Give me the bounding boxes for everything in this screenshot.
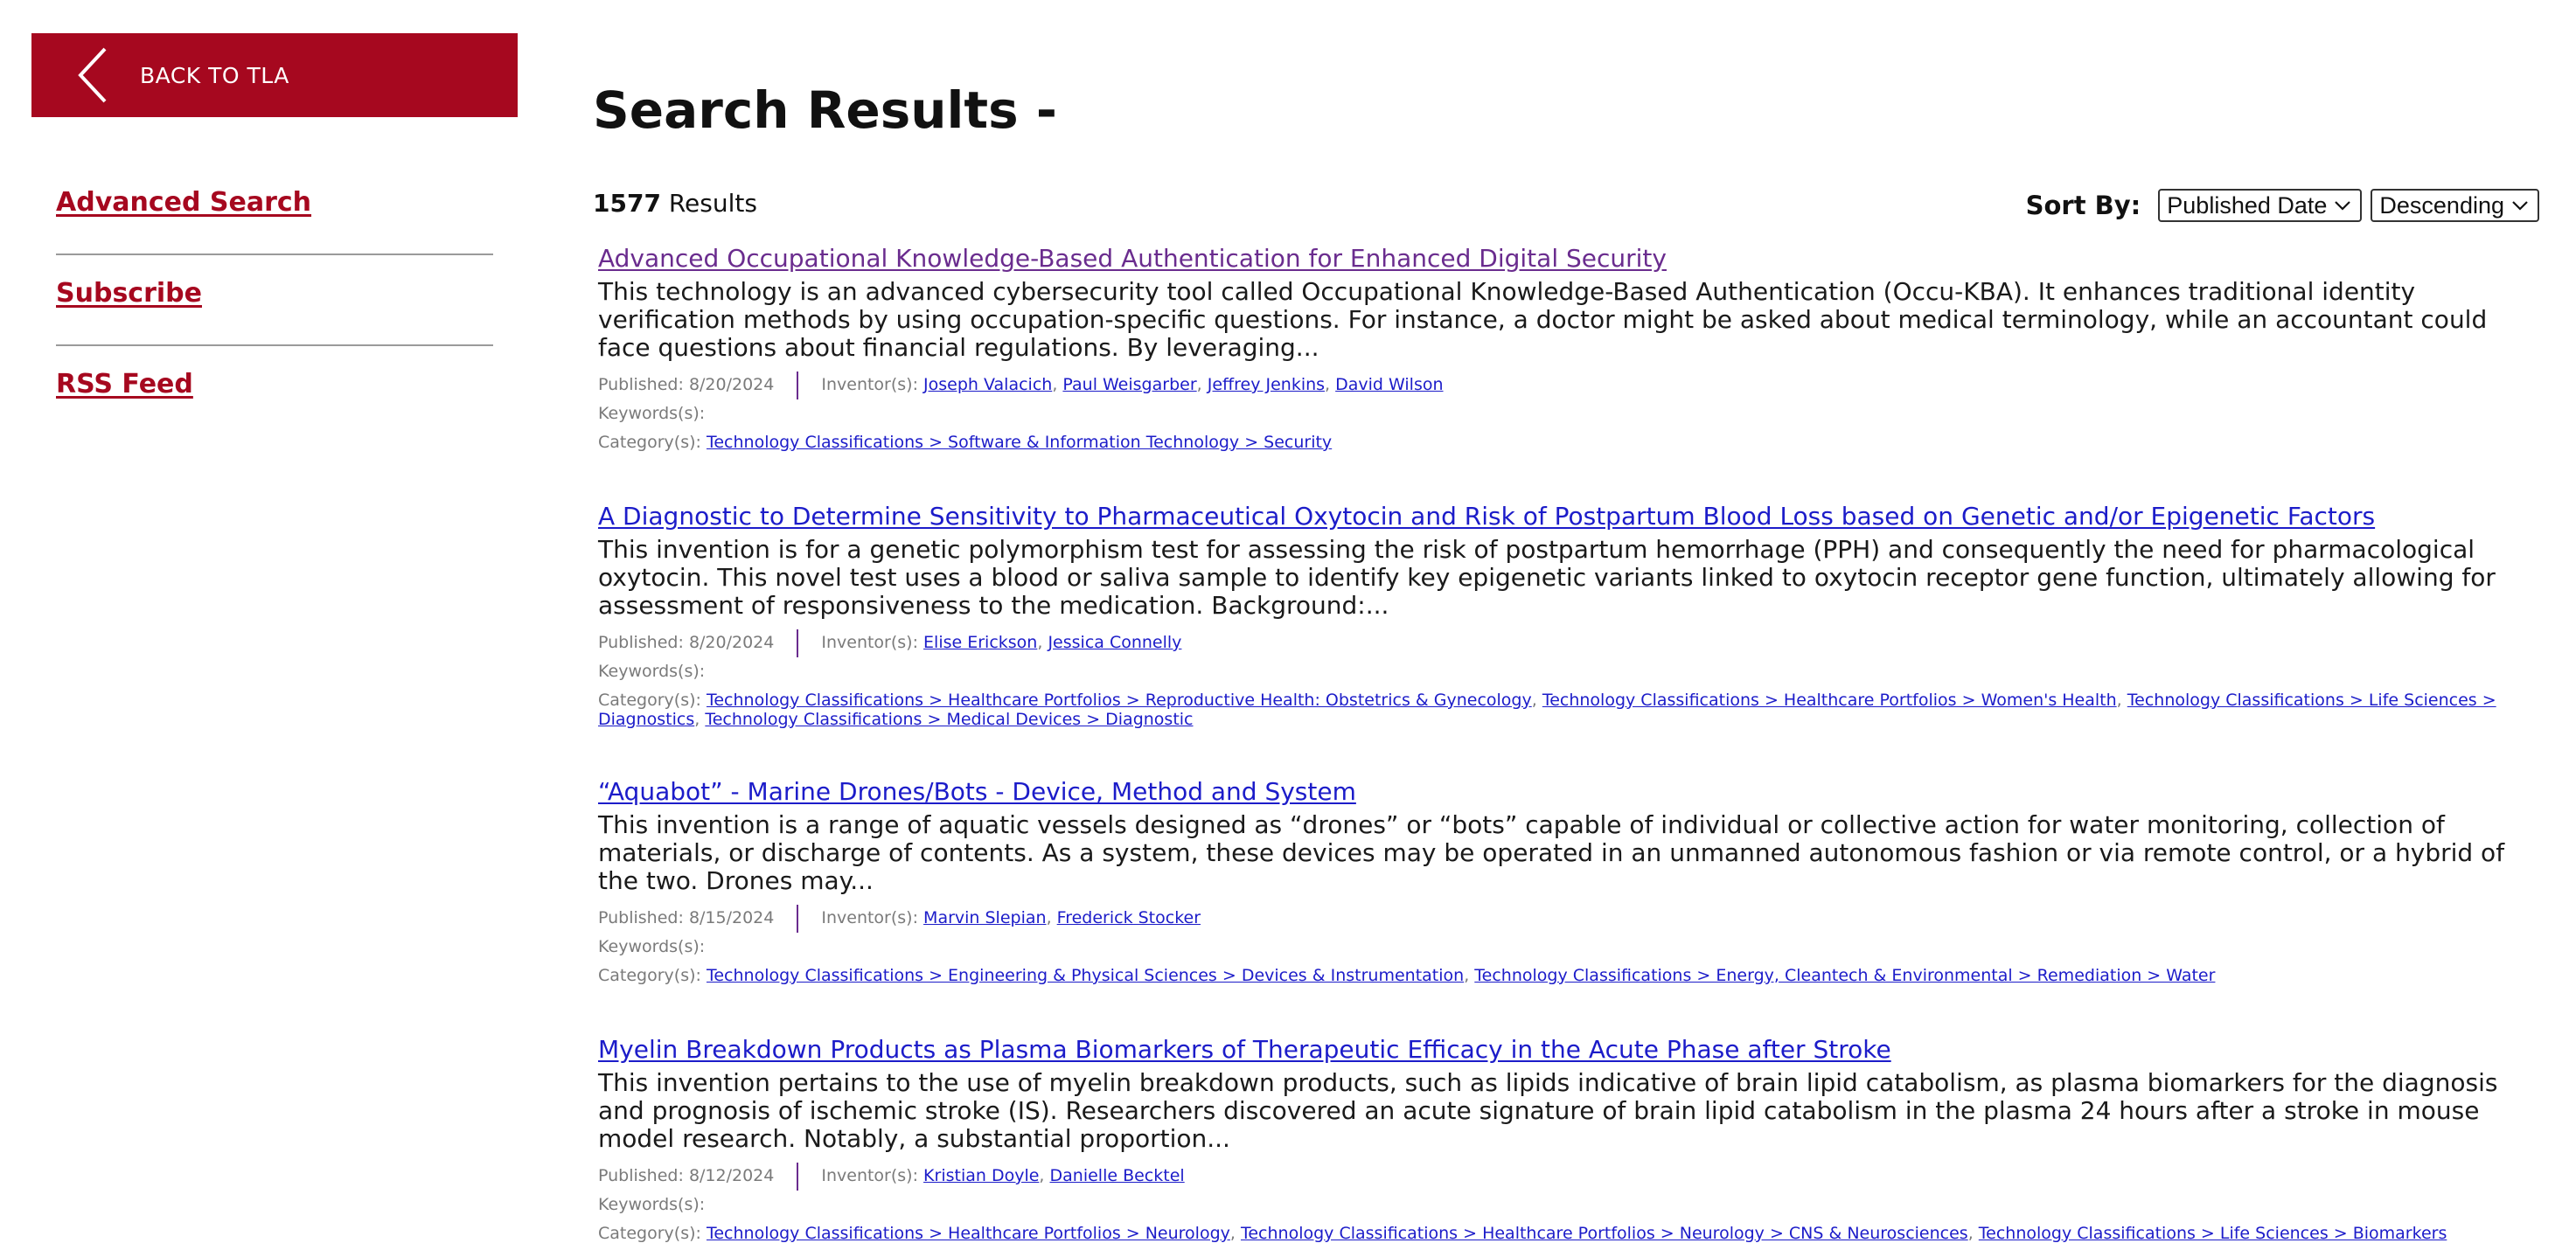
published-label: Published:: [598, 908, 684, 927]
meta-divider: [797, 1163, 798, 1191]
result-title-link[interactable]: “Aquabot” - Marine Drones/Bots - Device, Method and System: [598, 777, 1356, 806]
inventor-link[interactable]: Paul Weisgarber: [1062, 375, 1197, 394]
category-label: Category(s):: [598, 966, 701, 985]
result-meta-published: Published: 8/20/2024 Inventor(s): Joseph Valacich, Paul Weisgarber, Jeffrey Jenkins, David Wilson: [598, 371, 2539, 399]
inventors-label: Inventor(s):: [821, 1166, 918, 1185]
result-title-link[interactable]: Myelin Breakdown Products as Plasma Biomarkers of Therapeutic Efficacy in the Acute Phase after Stroke: [598, 1035, 1891, 1064]
sort-field-select[interactable]: [2158, 189, 2362, 222]
results-list: [598, 241, 2539, 1243]
advanced-search-link[interactable]: Advanced Search: [56, 187, 312, 218]
meta-divider: [797, 372, 798, 399]
result-description: This invention is for a genetic polymorphism test for assessing the risk of postpartum hemorrhage (PPH) and consequently the need for pharmacological oxytocin. This novel test uses a blood or saliva sample to identify key epigenetic variants linked to oxytocin receptor gene function, ultimately allowing for assessment of responsiveness to the medication. Background:...: [598, 535, 2496, 620]
category-link[interactable]: Technology Classifications > Medical Devices > Diagnostic: [705, 710, 1194, 729]
result-description: This invention pertains to the use of myelin breakdown products, such as lipids indicative of brain lipid catabolism, as plasma biomarkers for the diagnosis and prognosis of ischemic stroke (IS). Researchers discovered an acute signature of brain lipid catabolism in the plasma 24 hours after a stroke in mouse model research. Notably, a substantial proportion...: [598, 1068, 2498, 1153]
published-date: 8/20/2024: [688, 633, 775, 652]
result-meta-published: Published: 8/20/2024 Inventor(s): Elise Erickson, Jessica Connelly: [598, 628, 2539, 657]
result-meta-keywords: [598, 399, 2539, 428]
inventor-link[interactable]: Jessica Connelly: [1048, 633, 1182, 652]
category-link[interactable]: Technology Classifications > Healthcare Portfolios > Neurology > CNS & Neurosciences: [1240, 1224, 1968, 1243]
rss-feed-link[interactable]: RSS Feed: [56, 369, 193, 399]
result-title-link[interactable]: A Diagnostic to Determine Sensitivity to Pharmaceutical Oxytocin and Risk of Postpartum Blood Loss based on Genetic and/or Epigenetic Factors: [598, 502, 2376, 531]
result-meta-published: Published: 8/12/2024 Inventor(s): Kristian Doyle, Danielle Becktel: [598, 1162, 2539, 1191]
category-label: Category(s):: [598, 691, 701, 710]
chevron-down-icon: [2511, 196, 2531, 215]
result-item: [598, 774, 2539, 985]
category-link[interactable]: Technology Classifications > Healthcare Portfolios > Women's Health: [1542, 691, 2117, 710]
result-description: This technology is an advanced cybersecurity tool called Occupational Knowledge-Based Authentication (Occu-KBA). It enhances traditional identity verification methods by using occupation-specific questions. For instance, a doctor might be asked about medical terminology, while an accountant could face questions about financial regulations. By leveraging...: [598, 277, 2488, 362]
result-meta-keywords: [598, 933, 2539, 962]
back-to-tla-label: BACK TO TLA: [140, 62, 289, 88]
inventor-link[interactable]: Elise Erickson: [923, 633, 1038, 652]
category-label: Category(s):: [598, 433, 701, 452]
sidebar-nav: [56, 164, 493, 437]
sidebar-item-subscribe: [56, 255, 493, 346]
category-link[interactable]: Technology Classifications > Healthcare Portfolios > Reproductive Health: Obstetrics & Gynecology: [706, 691, 1532, 710]
published-date: 8/20/2024: [688, 375, 775, 394]
published-label: Published:: [598, 375, 684, 394]
category-link[interactable]: Technology Classifications > Life Sciences > Biomarkers: [1978, 1224, 2447, 1243]
sort-order-select[interactable]: [2371, 189, 2539, 222]
result-meta-categories: Category(s): Technology Classifications > Healthcare Portfolios > Reproductive Health: Obstetrics & Gynecology, Technology Classifications > Healthcare Portfolios > Women's Health, Technology Classifications > Life Sciences > Diagnostics, Technology Classifications > Medical Devices > Diagnostic: [598, 691, 2496, 729]
meta-divider: [797, 629, 798, 657]
result-item: [598, 241, 2539, 452]
keywords-label: Keywords(s):: [598, 1195, 706, 1214]
result-meta-categories: Category(s): Technology Classifications > Healthcare Portfolios > Neurology, Technology Classifications > Healthcare Portfolios > Neurology > CNS & Neurosciences, Technology Classifications > Life Sciences > Biomarkers: [598, 1224, 2447, 1243]
chevron-left-icon: [75, 45, 128, 105]
result-item: [598, 1032, 2539, 1243]
inventor-link[interactable]: Marvin Slepian: [923, 908, 1047, 927]
result-count-suffix: Results: [668, 189, 757, 218]
result-meta-categories: [598, 428, 2539, 452]
category-link[interactable]: Technology Classifications > Engineering & Physical Sciences > Devices & Instrumentation: [706, 966, 1465, 985]
sort-order-value: Descending: [2379, 191, 2504, 219]
result-count: [593, 189, 757, 218]
page-title: Search Results -: [593, 80, 1057, 140]
inventors-label: Inventor(s):: [821, 908, 918, 927]
inventor-link[interactable]: Jeffrey Jenkins: [1207, 375, 1326, 394]
sort-by-label: Sort By:: [2025, 191, 2141, 220]
inventor-link[interactable]: Joseph Valacich: [923, 375, 1053, 394]
result-count-number: 1577: [593, 189, 661, 218]
inventors-label: Inventor(s):: [821, 375, 918, 394]
sort-field-value: Published Date: [2167, 191, 2328, 219]
category-link[interactable]: Technology Classifications > Energy, Cleantech & Environmental > Remediation > Water: [1474, 966, 2216, 985]
inventor-link[interactable]: David Wilson: [1335, 375, 1444, 394]
result-meta-keywords: [598, 1191, 2539, 1219]
category-link[interactable]: Technology Classifications > Healthcare Portfolios > Neurology: [706, 1224, 1230, 1243]
category-link[interactable]: Technology Classifications > Software & Information Technology > Security: [706, 433, 1333, 452]
published-date: 8/12/2024: [688, 1166, 775, 1185]
result-title-link[interactable]: Advanced Occupational Knowledge-Based Authentication for Enhanced Digital Security: [598, 244, 1667, 273]
back-to-tla-button[interactable]: [31, 33, 518, 117]
sidebar-item-advanced-search: [56, 164, 493, 255]
sort-controls: [2026, 189, 2539, 222]
result-meta-keywords: [598, 657, 2539, 686]
category-link[interactable]: Technology Classifications > Life Sciences > Diagnostics: [598, 691, 2496, 729]
chevron-down-icon: [2334, 196, 2353, 215]
result-meta-categories: Category(s): Technology Classifications > Engineering & Physical Sciences > Devices & Instrumentation, Technology Classifications > Energy, Cleantech & Environmental > Remediation > Water: [598, 966, 2216, 985]
sidebar-item-rss-feed: [56, 346, 493, 437]
published-label: Published:: [598, 1166, 684, 1185]
result-description: This invention is a range of aquatic vessels designed as “drones” or “bots” capable of individual or collective action for water monitoring, collection of materials, or discharge of contents. As a system, these devices may be operated in an unmanned autonomous fashion or via remote control, or a hybrid of the two. Drones may...: [598, 810, 2505, 895]
published-label: Published:: [598, 633, 684, 652]
inventor-link[interactable]: Danielle Becktel: [1049, 1166, 1185, 1185]
inventors-label: Inventor(s):: [821, 633, 918, 652]
inventor-link[interactable]: Frederick Stocker: [1056, 908, 1201, 927]
inventor-link[interactable]: Kristian Doyle: [923, 1166, 1040, 1185]
keywords-label: Keywords(s):: [598, 404, 706, 423]
result-item: [598, 499, 2539, 729]
result-meta-published: Published: 8/15/2024 Inventor(s): Marvin Slepian, Frederick Stocker: [598, 904, 2539, 933]
keywords-label: Keywords(s):: [598, 662, 706, 681]
category-label: Category(s):: [598, 1224, 701, 1243]
meta-divider: [797, 905, 798, 933]
subscribe-link[interactable]: Subscribe: [56, 278, 202, 309]
keywords-label: Keywords(s):: [598, 937, 706, 956]
published-date: 8/15/2024: [688, 908, 775, 927]
